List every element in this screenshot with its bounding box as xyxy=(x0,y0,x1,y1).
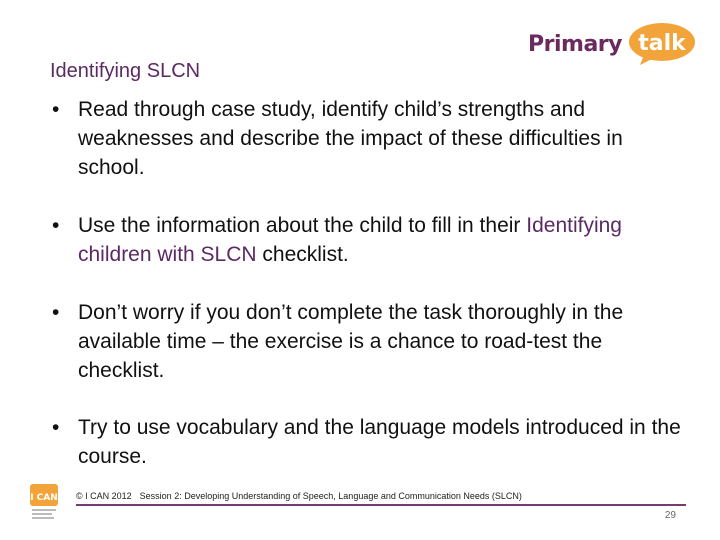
logo-word-primary: Primary xyxy=(528,32,622,57)
primary-talk-logo xyxy=(528,20,696,68)
footer-text xyxy=(76,491,522,501)
bullet-text-after: checklist. xyxy=(256,243,349,266)
bullet-item xyxy=(50,211,690,269)
footer-divider xyxy=(76,504,686,506)
speech-bubble-icon xyxy=(626,22,696,66)
bullet-item xyxy=(50,95,690,182)
footer-session: Session 2: Developing Understanding of Speech, Language and Communication Needs (SLCN) xyxy=(139,491,522,501)
bullet-dot: • xyxy=(52,301,60,324)
bullet-dot: • xyxy=(52,214,60,237)
slide-heading: Identifying SLCN xyxy=(50,60,201,82)
bullet-item xyxy=(50,413,690,471)
bullet-text: Don’t worry if you don’t complete the task thoroughly in the available time – the exercise is a chance to road-test the checklist. xyxy=(78,301,624,382)
bullet-item xyxy=(50,298,690,385)
logo-word-talk: talk xyxy=(638,31,686,56)
ican-logo xyxy=(30,484,58,524)
bullet-text-before: Use the information about the child to fill in their xyxy=(78,214,527,237)
footer-copyright: © I CAN 2012 xyxy=(76,491,132,501)
page-number: 29 xyxy=(664,510,676,521)
bullet-text: Try to use vocabulary and the language models introduced in the course. xyxy=(78,416,681,468)
checklist-title: Identifying children with SLCN xyxy=(78,214,622,266)
bullet-dot: • xyxy=(52,416,60,439)
bullet-dot: • xyxy=(52,98,60,121)
ican-logo-text: I CAN xyxy=(30,493,58,503)
bullet-text: Read through case study, identify child’s strengths and weaknesses and describe the impact of these difficulties in school. xyxy=(78,98,623,179)
